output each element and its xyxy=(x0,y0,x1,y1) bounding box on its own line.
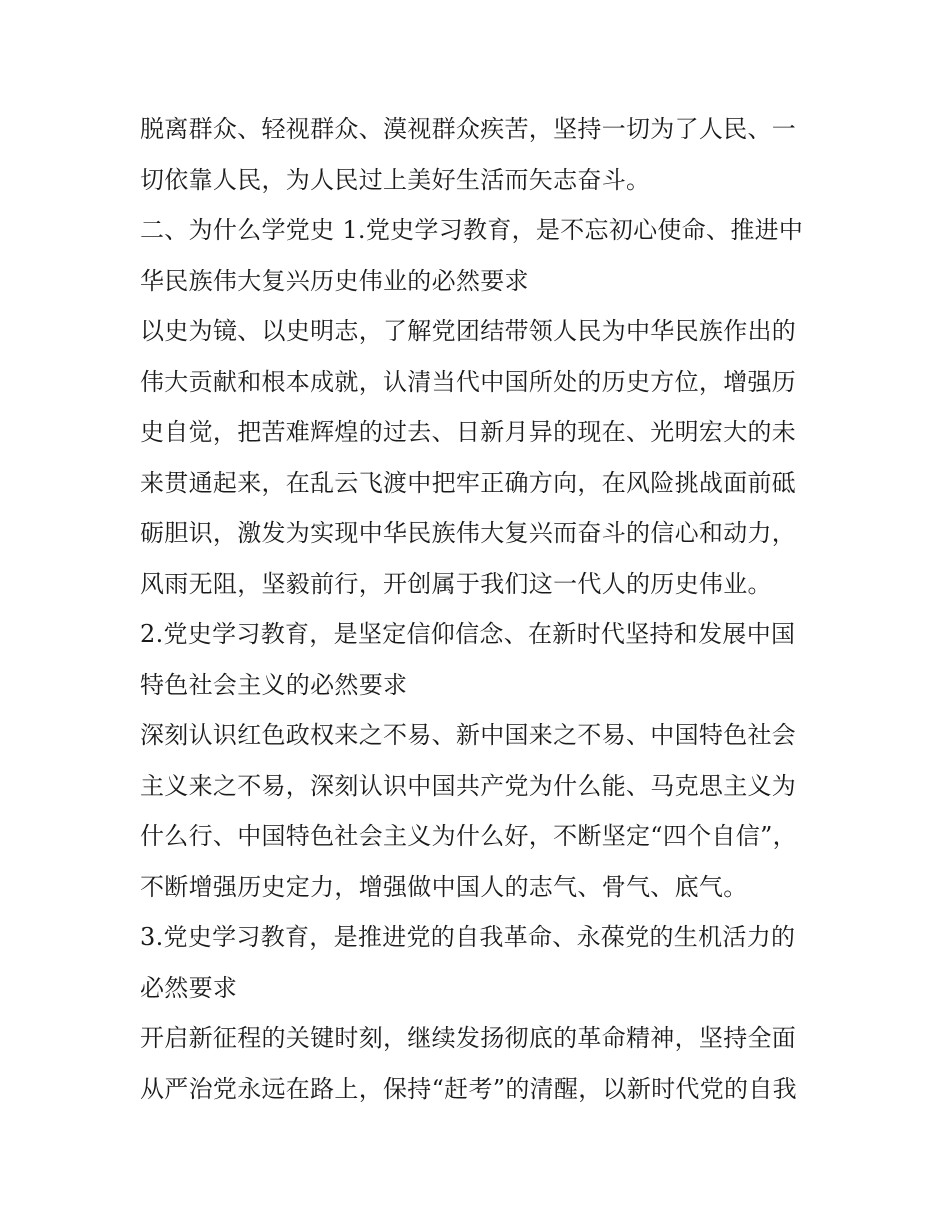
subheading-line: 3.党史学习教育，是推进党的自我革命、永葆党的生机活力的 xyxy=(140,923,796,951)
text-line: 深刻认识红色政权来之不易、新中国来之不易、中国特色社会 xyxy=(140,721,797,749)
text-line: 来贯通起来，在乱云飞渡中把牢正确方向，在风险挑战面前砥 xyxy=(140,468,797,497)
text-line: 什么行、中国特色社会主义为什么好，不断坚定“四个自信”， xyxy=(140,822,797,850)
text-line: 从严治党永远在路上，保持“赶考”的清醒，以新时代党的自我 xyxy=(140,1074,797,1103)
text-line: 史自觉，把苦难辉煌的过去、日新月异的现在、光明宏大的未 xyxy=(140,418,797,446)
section-heading-line: 华民族伟大复兴历史伟业的必然要求 xyxy=(140,266,529,295)
subheading-line: 特色社会主义的必然要求 xyxy=(140,670,408,699)
document-body xyxy=(140,104,820,1114)
text-line: 开启新征程的关键时刻，继续发扬彻底的革命精神，坚持全面 xyxy=(140,1024,797,1052)
text-line: 风雨无阻，坚毅前行，开创属于我们这一代人的历史伟业。 xyxy=(140,569,772,598)
text-line: 切依靠人民，为人民过上美好生活而矢志奋斗。 xyxy=(140,165,651,194)
text-line: 砺胆识，激发为实现中华民族伟大复兴而奋斗的信心和动力， xyxy=(140,519,797,547)
text-line: 主义来之不易，深刻认识中国共产党为什么能、马克思主义为 xyxy=(140,771,797,800)
section-heading-line: 二、为什么学党史 1.党史学习教育，是不忘初心使命、推进中 xyxy=(140,216,804,244)
text-line: 以史为镜、以史明志，了解党团结带领人民为中华民族作出的 xyxy=(140,317,797,345)
text-line: 伟大贡献和根本成就，认清当代中国所处的历史方位，增强历 xyxy=(140,367,797,396)
text-line: 不断增强历史定力，增强做中国人的志气、骨气、底气。 xyxy=(140,872,748,901)
subheading-line: 必然要求 xyxy=(140,973,238,1002)
subheading-line: 2.党史学习教育，是坚定信仰信念、在新时代坚持和发展中国 xyxy=(140,620,796,648)
text-line: 脱离群众、轻视群众、漠视群众疾苦，坚持一切为了人民、一 xyxy=(140,115,797,143)
